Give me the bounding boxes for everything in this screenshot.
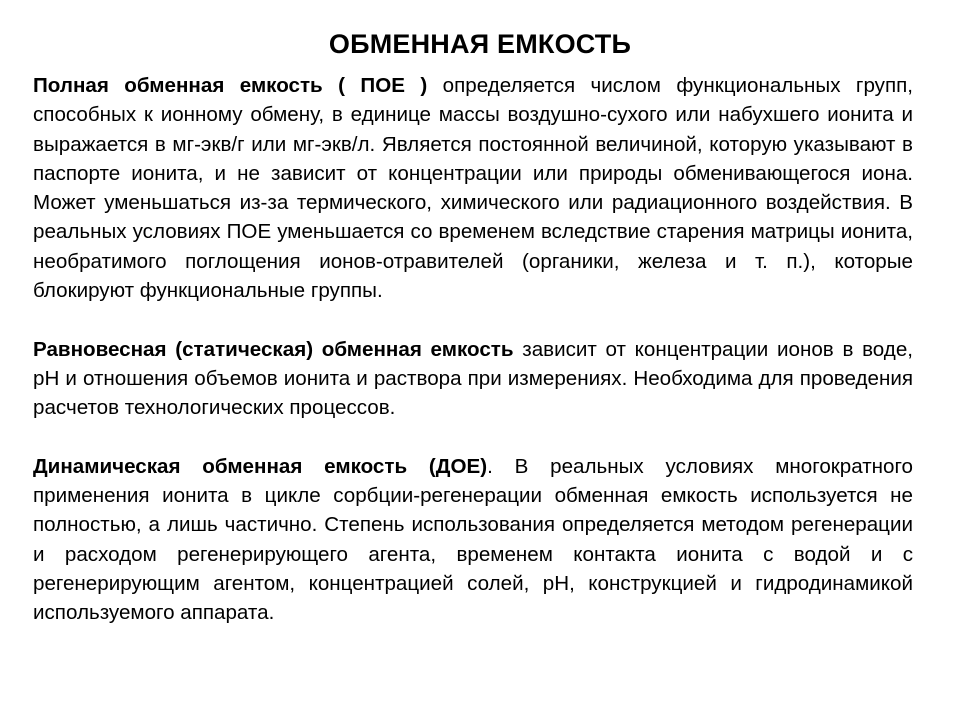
term-equilibrium-exchange-capacity: Равновесная (статическая) обменная емкость	[33, 337, 514, 361]
slide-title: ОБМЕННАЯ ЕМКОСТЬ	[328, 29, 632, 59]
definition-full-exchange-capacity: определяется числом функциональных групп, способных к ионному обмену, в единице массы воздушно-сухого или набухшего ионита и выражается в мг-экв/г или мг-экв/л. Является постоянной величиной, которую указывают в паспорте ионита, и не зависит от концентрации или природы обменивающегося иона. Может уменьшаться из-за термического, химического или радиационного воздействия. В реальных условиях ПОЕ уменьшается со временем вследствие старения матрицы ионита, необратимого поглощения ионов-отравителей (органики, железа и т. п.), которые блокируют функциональные группы.	[33, 74, 913, 303]
definition-equilibrium-exchange-capacity: зависит от концентрации ионов в воде, рН и отношения объемов ионита и раствора при измерениях. Необходима для проведения расчетов технологических процессов.	[33, 337, 913, 420]
slide-body	[33, 71, 913, 628]
paragraph-equilibrium-exchange-capacity	[33, 335, 913, 423]
term-full-exchange-capacity: Полная обменная емкость ( ПОЕ )	[33, 74, 428, 97]
term-dynamic-exchange-capacity: Динамическая обменная емкость (ДОЕ)	[33, 454, 488, 478]
definition-dynamic-exchange-capacity: . В реальных условиях многократного применения ионита в цикле сорбции-регенерации обменная емкость используется не полностью, а лишь частично. Степень использования определяется методом регенерации и расходом регенерирующего агента, временем контакта ионита с водой и с регенерирующим агентом, концентрацией солей, рН, конструкцией и гидродинамикой используемого аппарата.	[33, 454, 913, 625]
paragraph-dynamic-exchange-capacity	[33, 452, 913, 628]
paragraph-full-exchange-capacity	[33, 71, 913, 305]
